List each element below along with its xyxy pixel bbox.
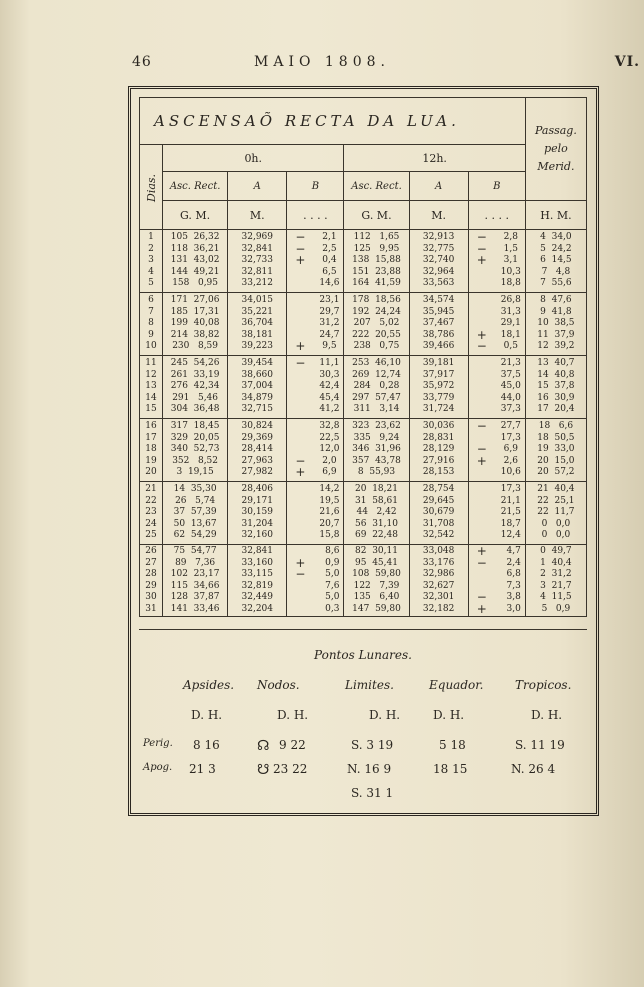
passage-cell: 4 34,0 5 24,2 6 14,5 7 4,8 7 55,6 [525, 230, 586, 293]
b12-cell [468, 419, 525, 482]
days-cell: 6 7 8 9 10 [140, 293, 163, 356]
asc0-cell: 171 27,06 185 17,31 199 40,08 214 38,82 230 8,59 [163, 293, 228, 356]
a0-cell: 30,824 29,369 28,414 27,963 27,982 [228, 419, 287, 482]
tropicos-units: D. H. [531, 708, 563, 722]
b12-values: 17,3 21,1 21,5 18,7 12,4 [500, 484, 521, 541]
unit-m-12: M. [409, 201, 468, 230]
table-title: ASCENSAÕ RECTA DA LUA. [140, 98, 526, 145]
hour-0-header: 0h. [163, 145, 344, 172]
b0-values: 32,8 22,5 12,0 2,0 6,9 [319, 421, 340, 478]
b0-values: 8,6 0,9 5,0 7,6 5,0 0,3 [325, 546, 340, 614]
table-row [140, 545, 587, 617]
right-ascension-table [139, 97, 587, 617]
b12-signs: + − [476, 327, 487, 354]
unit-dots-0: . . . . [287, 201, 344, 230]
a0-cell: 32,969 32,841 32,733 32,811 33,212 [228, 230, 287, 293]
table-row [140, 419, 587, 482]
days-cell: 11 12 13 14 15 [140, 356, 163, 419]
a0-cell: 28,406 29,171 30,159 31,204 32,160 [228, 482, 287, 545]
asc0-cell: 317 18,45 329 20,05 340 52,73 352 8,52 3 19,15 [163, 419, 228, 482]
equador-row-1: 5 18 [439, 738, 466, 752]
b12-values: 26,8 31,3 29,1 18,1 0,5 [500, 295, 521, 352]
table-row [140, 230, 587, 293]
a12-cell: 39,181 37,917 35,972 33,779 31,724 [409, 356, 468, 419]
tropicos-row-2: N. 26 4 [511, 762, 556, 776]
limites-header: Limites. [345, 678, 394, 692]
passage-header-line-2: pelo [544, 142, 568, 155]
asc12-cell: 82 30,11 95 45,41 108 59,80 122 7,39 135 6,40 147 59,80 [344, 545, 409, 617]
b0-values: 11,1 30,3 42,4 45,4 41,2 [319, 358, 340, 415]
b12-cell [468, 545, 525, 617]
b12-cell [468, 293, 525, 356]
page-number: 46 [132, 54, 152, 70]
table-row [140, 356, 587, 419]
b0-values: 2,1 2,5 0,4 6,5 14,6 [319, 232, 340, 289]
apsides-header: Apsides. [183, 678, 235, 692]
b12-values: 4,7 2,4 6,8 7,3 3,8 3,0 [506, 546, 521, 614]
a12-cell: 34,574 35,945 37,467 38,786 39,466 [409, 293, 468, 356]
b12-values: 21,3 37,5 45,0 44,0 37,3 [500, 358, 521, 415]
limites-row-2: N. 16 9 [347, 762, 392, 776]
b0-values: 23,1 29,7 31,2 24,7 9,5 [319, 295, 340, 352]
asc0-cell: 105 26,32 118 36,21 131 43,02 144 49,21 158 0,95 [163, 230, 228, 293]
apsides-apog: 21 3 [189, 762, 216, 776]
a12-cell: 33,048 33,176 32,986 32,627 32,301 32,182 [409, 545, 468, 617]
days-cell: 21 22 23 24 25 [140, 482, 163, 545]
passage-header-line-3: Merid. [537, 160, 575, 173]
unit-m-0: M. [228, 201, 287, 230]
asc0-cell: 14 35,30 26 5,74 37 57,39 50 13,67 62 54,29 [163, 482, 228, 545]
a-header-12: A [409, 172, 468, 201]
unit-gm-12: G. M. [344, 201, 409, 230]
nodos-units: D. H. [277, 708, 309, 722]
b12-signs: − − + [476, 230, 487, 268]
b0-signs: + − [295, 555, 306, 581]
nodos-header: Nodos. [257, 678, 300, 692]
descending-node-icon: ☋ [257, 762, 270, 778]
unit-dots-12: . . . . [468, 201, 525, 230]
b0-cell [287, 419, 344, 482]
apsides-units: D. H. [191, 708, 223, 722]
b0-cell [287, 230, 344, 293]
apsides-perig: 8 16 [193, 738, 220, 752]
table-row [140, 482, 587, 545]
b12-signs: − − + [476, 419, 487, 468]
b12-values: 27,7 17,3 6,9 2,6 10,6 [500, 421, 521, 478]
asc12-cell: 112 1,65 125 9,95 138 15,88 151 23,88 164 41,59 [344, 230, 409, 293]
days-cell: 1 2 3 4 5 [140, 230, 163, 293]
lunar-points-section [139, 629, 587, 806]
b12-cell [468, 482, 525, 545]
passage-cell: 8 47,6 9 41,8 10 38,5 11 37,9 12 39,2 [525, 293, 586, 356]
b0-cell [287, 482, 344, 545]
nodos-row-2: 23 22 [273, 762, 308, 776]
days-header: Dias. [140, 145, 163, 230]
hour-12-header: 12h. [344, 145, 525, 172]
b12-cell [468, 356, 525, 419]
b0-cell [287, 356, 344, 419]
days-cell: 26 27 28 29 30 31 [140, 545, 163, 617]
a0-cell: 34,015 35,221 36,704 38,181 39,223 [228, 293, 287, 356]
equador-header: Equador. [429, 678, 484, 692]
tropicos-row-1: S. 11 19 [515, 738, 565, 752]
b12-signs [469, 484, 481, 542]
tropicos-header: Tropicos. [515, 678, 572, 692]
asc12-cell: 253 46,10 269 12,74 284 0,28 297 57,47 311 3,14 [344, 356, 409, 419]
ascending-node-icon: ☊ [257, 738, 270, 754]
table-frame [128, 86, 599, 816]
table-row [140, 293, 587, 356]
passage-cell: 21 40,4 22 25,1 22 11,7 0 0,0 0 0,0 [525, 482, 586, 545]
b0-signs: + [295, 339, 306, 354]
passage-cell: 0 49,7 1 40,4 2 31,2 3 21,7 4 11,5 5 0,9 [525, 545, 586, 617]
b0-cell [287, 293, 344, 356]
b0-values: 14,2 19,5 21,6 20,7 15,8 [319, 484, 340, 541]
passage-header-line-1: Passag. [534, 124, 577, 137]
apog-label: Apog. [143, 762, 173, 773]
asc12-cell: 178 18,56 192 24,24 207 5,02 222 20,55 238 0,75 [344, 293, 409, 356]
b0-signs: − [295, 356, 306, 371]
asc12-cell: 20 18,21 31 58,61 44 2,42 56 31,10 69 22,48 [344, 482, 409, 545]
b0-signs: − + [295, 453, 306, 480]
limites-row-1: S. 3 19 [351, 738, 394, 752]
asc-rect-header-0: Asc. Rect. [163, 172, 228, 201]
nodos-row-1: 9 22 [279, 738, 306, 752]
equador-units: D. H. [433, 708, 465, 722]
lunar-points-title: Pontos Lunares. [314, 648, 412, 662]
b0-signs [287, 484, 299, 542]
asc-rect-header-12: Asc. Rect. [344, 172, 409, 201]
a0-cell: 32,841 33,160 33,115 32,819 32,449 32,204 [228, 545, 287, 617]
limites-units: D. H. [369, 708, 401, 722]
running-title: MAIO 1808. [254, 54, 390, 70]
b12-signs [469, 358, 481, 416]
passage-cell: 18 6,6 18 50,5 19 33,0 20 15,0 20 57,2 [525, 419, 586, 482]
a-header-0: A [228, 172, 287, 201]
b0-cell [287, 545, 344, 617]
perig-label: Perig. [143, 738, 173, 749]
passage-header [525, 98, 586, 201]
b12-cell [468, 230, 525, 293]
unit-hm: H. M. [525, 201, 586, 230]
a0-cell: 39,454 38,660 37,004 34,879 32,715 [228, 356, 287, 419]
asc12-cell: 323 23,62 335 9,24 346 31,96 357 43,78 8 55,93 [344, 419, 409, 482]
b12-signs: + − − + [476, 544, 487, 616]
equador-row-2: 18 15 [433, 762, 468, 776]
b12-values: 2,8 1,5 3,1 10,3 18,8 [500, 232, 521, 289]
asc0-cell: 245 54,26 261 33,19 276 42,34 291 5,46 304 36,48 [163, 356, 228, 419]
limites-row-3: S. 31 1 [351, 786, 394, 800]
b0-signs: − − + [295, 230, 306, 268]
a12-cell: 32,913 32,775 32,740 32,964 33,563 [409, 230, 468, 293]
unit-gm-0: G. M. [163, 201, 228, 230]
b-header-12: B [468, 172, 525, 201]
passage-cell: 13 40,7 14 40,8 15 37,8 16 30,9 17 20,4 [525, 356, 586, 419]
data-body [140, 230, 587, 617]
a12-cell: 30,036 28,831 28,129 27,916 28,153 [409, 419, 468, 482]
days-cell: 16 17 18 19 20 [140, 419, 163, 482]
asc0-cell: 75 54,77 89 7,36 102 23,17 115 34,66 128 37,87 141 33,46 [163, 545, 228, 617]
b-header-0: B [287, 172, 344, 201]
section-number: VI. [614, 54, 640, 70]
a12-cell: 28,754 29,645 30,679 31,708 32,542 [409, 482, 468, 545]
